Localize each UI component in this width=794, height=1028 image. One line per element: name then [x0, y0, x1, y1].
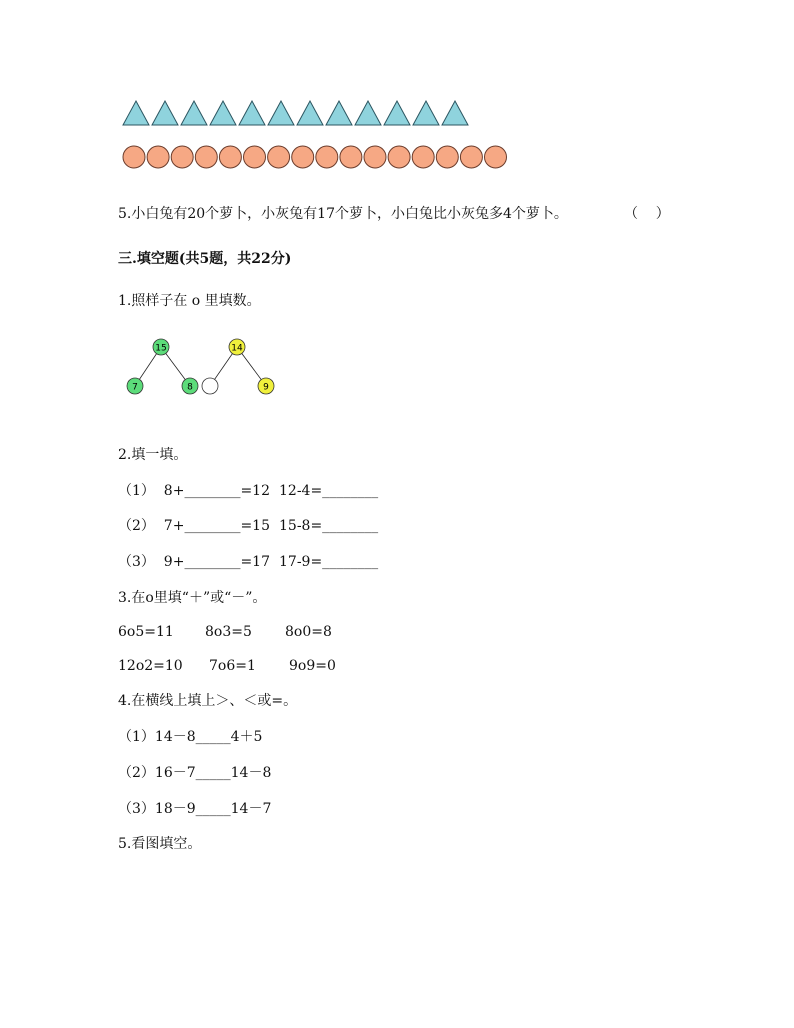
triangle-shape [384, 101, 410, 125]
compare-row-2[interactable]: （2）16－7_____14－8 [118, 765, 272, 781]
svg-text:9: 9 [263, 382, 269, 393]
operator-item[interactable]: 8o0=8 [285, 624, 332, 640]
circle-shape [244, 146, 266, 168]
triangle-shape [123, 101, 149, 125]
triangle-shape [268, 101, 294, 125]
svg-text:7: 7 [132, 382, 138, 393]
fill-blank-row-3b[interactable]: 17-9=________ [279, 554, 379, 570]
svg-text:15: 15 [155, 343, 167, 354]
circle-shape [195, 146, 217, 168]
operator-item[interactable]: 9o9=0 [289, 658, 336, 674]
fill-blank-row-1a[interactable]: （1） 8+________=12 [118, 483, 270, 499]
circle-shape [316, 146, 338, 168]
operator-item[interactable]: 8o3=5 [205, 624, 252, 640]
triangle-shape [355, 101, 381, 125]
circle-shape [412, 146, 434, 168]
question-1-text: 1.照样子在 o 里填数。 [118, 293, 261, 309]
triangle-shape [181, 101, 207, 125]
operator-item[interactable]: 6o5=11 [118, 624, 174, 640]
node-left-b [182, 378, 198, 394]
section-title: 三.填空题(共5题，共22分) [118, 251, 292, 267]
node-left-a [127, 378, 143, 394]
question-4-title: 4.在横线上填上＞、＜或=。 [118, 693, 298, 709]
node-left-top [153, 339, 169, 355]
operator-item[interactable]: 7o6=1 [209, 658, 256, 674]
judge-question-5: 5.小白兔有20个萝卜，小灰兔有17个萝卜，小白兔比小灰兔多4个萝卜。 [118, 206, 568, 222]
node-right-b [258, 378, 274, 394]
triangle-row [122, 100, 482, 126]
svg-text:14: 14 [231, 343, 243, 354]
circle-shape [436, 146, 458, 168]
question-5-title: 5.看图填空。 [118, 836, 202, 852]
question-2-title: 2.填一填。 [118, 447, 188, 463]
circle-shape [268, 146, 290, 168]
question-3-title: 3.在o里填“＋”或“－”。 [118, 590, 267, 606]
circle-shape [460, 146, 482, 168]
svg-text:8: 8 [187, 382, 193, 393]
node-right-blank[interactable] [202, 378, 218, 394]
fill-blank-row-3a[interactable]: （3） 9+________=17 [118, 554, 270, 570]
fill-blank-row-2a[interactable]: （2） 7+________=15 [118, 518, 270, 534]
number-tree-diagram [118, 334, 288, 400]
node-right-top [229, 339, 245, 355]
operator-item[interactable]: 12o2=10 [118, 658, 183, 674]
triangle-shape [326, 101, 352, 125]
circle-shape [171, 146, 193, 168]
triangle-shape [239, 101, 265, 125]
triangle-shape [297, 101, 323, 125]
compare-row-1[interactable]: （1）14－8_____4＋5 [118, 729, 263, 745]
circle-shape [219, 146, 241, 168]
triangle-shape [442, 101, 468, 125]
circle-shape [123, 146, 145, 168]
circle-shape [388, 146, 410, 168]
circle-shape [340, 146, 362, 168]
answer-bracket[interactable]: （ ） [624, 206, 670, 222]
triangle-shape [413, 101, 439, 125]
circle-row [122, 144, 522, 170]
triangle-shape [210, 101, 236, 125]
fill-blank-row-2b[interactable]: 15-8=________ [279, 518, 379, 534]
circle-shape [485, 146, 507, 168]
compare-row-3[interactable]: （3）18－9_____14－7 [118, 801, 272, 817]
circle-shape [364, 146, 386, 168]
fill-blank-row-1b[interactable]: 12-4=________ [279, 483, 379, 499]
triangle-shape [152, 101, 178, 125]
circle-shape [147, 146, 169, 168]
circle-shape [292, 146, 314, 168]
